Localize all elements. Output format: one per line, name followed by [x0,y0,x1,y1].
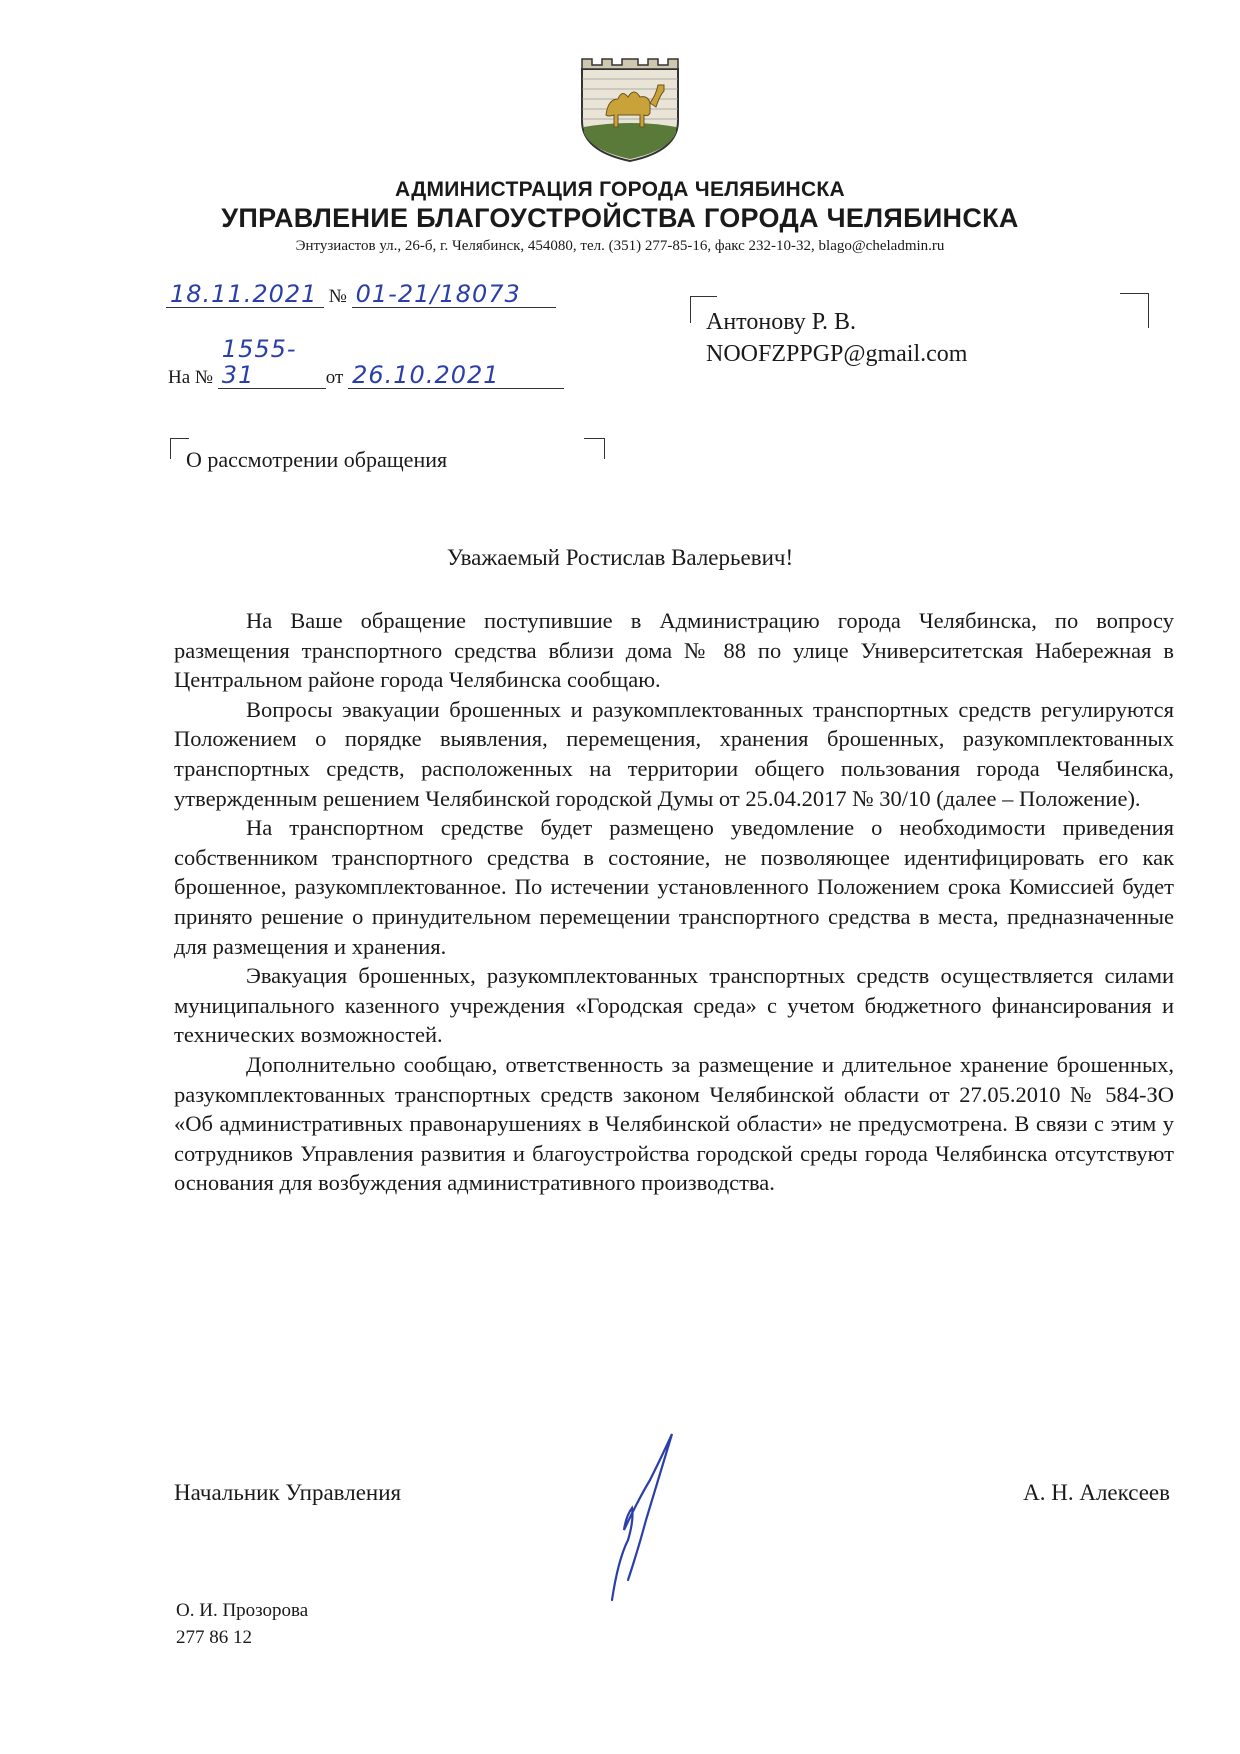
recipient-name: Антонову Р. В. [706,309,857,335]
recipient-bracket-right [1120,293,1149,328]
department-name: УПРАВЛЕНИЕ БЛАГОУСТРОЙСТВА ГОРОДА ЧЕЛЯБИНСКА [221,203,1019,233]
body-paragraph: Дополнительно сообщаю, ответственность за размещение и длительное хранение брошенных, разукомплектованных транспортных средств законом Челябинской области от 27.05.2010 № 584-ЗО «Об административных правонарушениях в Челябинской области» не предусмотрена. В связи с этим у сотрудников Управления развития и благоустройства городской среды города Челябинска отсутствуют основания для возбуждения административного производства. [174,1051,1174,1196]
outgoing-registration [166,281,556,308]
subject-bracket-right [584,438,605,459]
department-address: Энтузиастов ул., 26-б, г. Челябинск, 454080, тел. (351) 277-85-16, факс 232-10-32, blago@cheladmin.ru [295,238,945,254]
body-paragraph: На Ваше обращение поступившие в Администрацию города Челябинска, по вопросу размещения транспортного средства вблизи дома № 88 по улице Университетская Набережная в Центральном районе города Челябинска сообщаю. [174,608,1174,693]
letter-subject: О рассмотрении обращения [186,447,448,472]
greeting: Уважаемый Ростислав Валерьевич! [446,545,794,570]
handwritten-signature-icon [598,1420,688,1610]
signatory-name: А. Н. Алексеев [1023,1480,1170,1505]
number-label: № [328,286,347,307]
executor-block [176,1597,308,1651]
signatory-title: Начальник Управления [174,1480,402,1505]
reply-date: 26.10.2021 [348,362,564,389]
body-paragraph: Вопросы эвакуации брошенных и разукомплектованных транспортных средств регулируются Положением о порядке выявления, перемещения, хранения брошенных, разукомплектованных транспортных средств, расположенных на территории общего пользования города Челябинска, утвержденным решением Челябинской городской Думы от 25.04.2017 № 30/10 (далее – Положение). [174,696,1174,811]
recipient-email: NOOFZPPGP@gmail.com [706,341,968,367]
outgoing-number: 01-21/18073 [352,281,556,308]
body-paragraph: На транспортном средстве будет размещено уведомление о необходимости приведения собственником транспортного средства в состояние, не позволяющее идентифицировать его как брошенное, разукомплектованное. По истечении установленного Положением срока Комиссией будет принято решение о принудительном перемещении транспортного средства в места, предназначенные для размещения и хранения. [174,815,1174,959]
chelyabinsk-coat-of-arms-icon [578,55,682,163]
outgoing-date: 18.11.2021 [166,281,324,308]
recipient-block [706,306,967,370]
from-label: от [325,367,344,388]
letter-body [174,606,1174,1198]
body-paragraph: Эвакуация брошенных, разукомплектованных транспортных средств осуществляется силами муниципального казенного учреждения «Городская среда» с учетом бюджетного финансирования и технических возможностей. [174,963,1174,1048]
executor-phone: 277 86 12 [176,1627,252,1648]
reply-number: 1555-31 [218,336,326,389]
reply-label: На № [168,367,214,388]
organization-name: АДМИНИСТРАЦИЯ ГОРОДА ЧЕЛЯБИНСКА [394,178,845,201]
reply-registration [168,336,564,389]
executor-name: О. И. Прозорова [176,1600,309,1621]
